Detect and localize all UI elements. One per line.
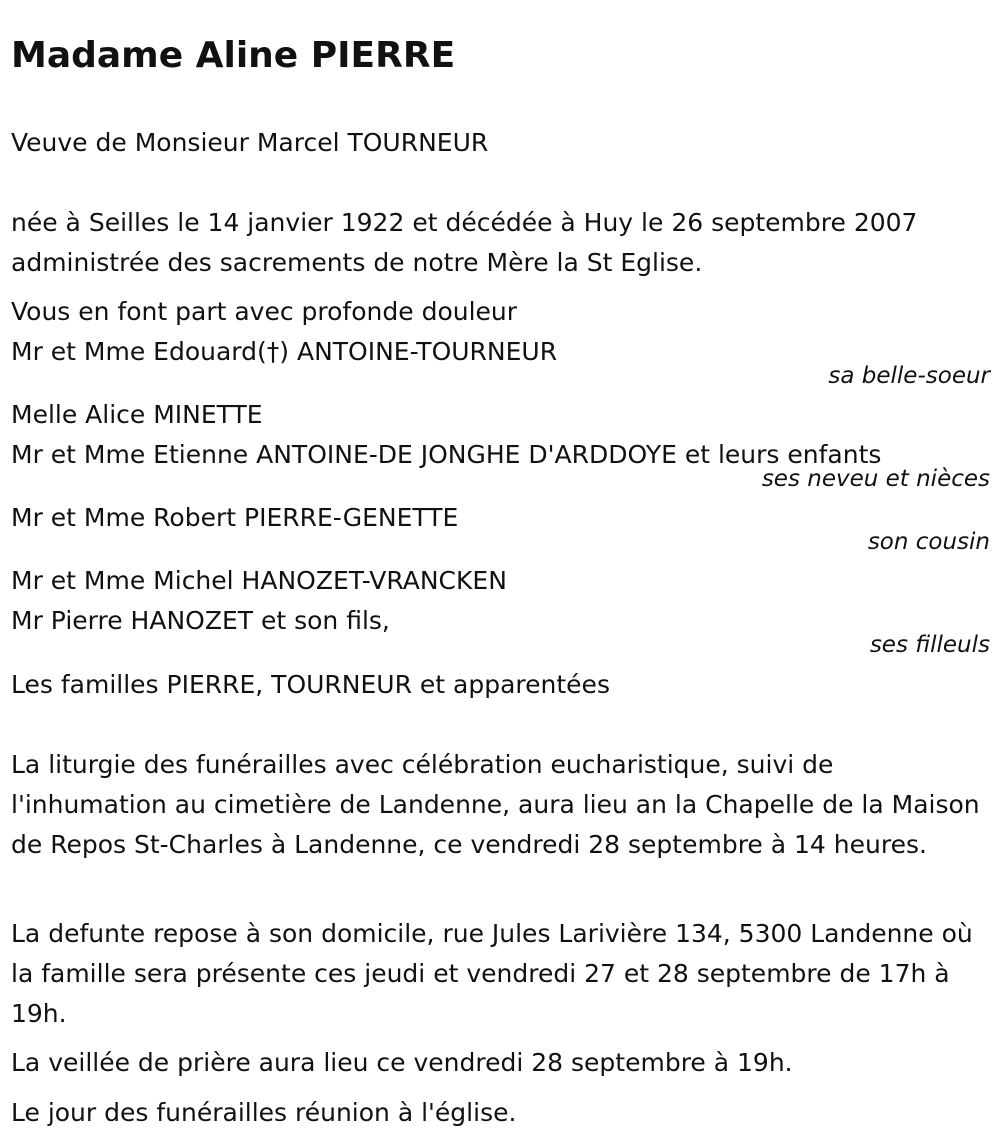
- family-robert: Mr et Mme Robert PIERRE-GENETTE: [11, 503, 459, 532]
- relation-belle-soeur: sa belle-soeur: [828, 363, 990, 389]
- repose-paragraph: La defunte repose à son domicile, rue Jules Larivière 134, 5300 Landenne où la famille sera présente ces jeudi et vendredi 27 et 28 septembre de 17h à 19h.: [11, 919, 973, 1028]
- family-familles: Les familles PIERRE, TOURNEUR et apparentées: [11, 670, 610, 699]
- veillee-paragraph: La veillée de prière aura lieu ce vendredi 28 septembre à 19h.: [11, 1048, 793, 1077]
- announce-line: Vous en font part avec profonde douleur: [11, 297, 518, 326]
- relation-filleuls: ses filleuls: [869, 632, 990, 658]
- family-etienne: Mr et Mme Etienne ANTOINE-DE JONGHE D'ARDDOYE et leurs enfants: [11, 440, 882, 469]
- family-michel: Mr et Mme Michel HANOZET-VRANCKEN: [11, 566, 507, 595]
- page-title: Madame Aline PIERRE: [11, 35, 456, 76]
- family-alice: Melle Alice MINETTE: [11, 400, 263, 429]
- liturgy-paragraph: La liturgie des funérailles avec célébration eucharistique, suivi de l'inhumation au cimetière de Landenne, aura lieu an la Chapelle de la Maison de Repos St-Charles à Landenne, ce vendredi 28 septembre à 14 heures.: [11, 750, 980, 859]
- relation-neveu-nieces: ses neveu et nièces: [761, 466, 990, 492]
- birth-death-line: née à Seilles le 14 janvier 1922 et décédée à Huy le 26 septembre 2007: [11, 208, 918, 237]
- family-edouard: Mr et Mme Edouard(†) ANTOINE-TOURNEUR: [11, 337, 558, 366]
- sacraments-line: administrée des sacrements de notre Mère la St Eglise.: [11, 248, 703, 277]
- widow-of-line: Veuve de Monsieur Marcel TOURNEUR: [11, 128, 489, 157]
- relation-cousin: son cousin: [867, 529, 990, 555]
- reunion-paragraph: Le jour des funérailles réunion à l'église.: [11, 1098, 517, 1127]
- family-pierre: Mr Pierre HANOZET et son fils,: [11, 606, 390, 635]
